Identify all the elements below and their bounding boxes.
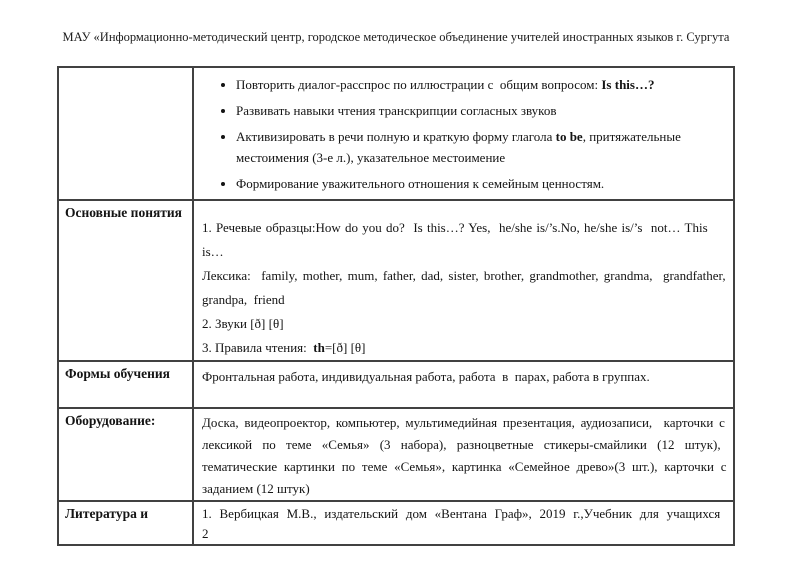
objectives-cell — [193, 67, 734, 200]
speech-samples-line: 1. Речевые образцы:How do you do? Is this…? Yes, he/she is/’s.No, he/she is/’s not… This is… — [202, 220, 712, 259]
equipment-line: Доска, видеопроектор, компьютер, мультимедийная презентация, аудиозаписи, карточки с — [202, 415, 725, 430]
reading-rules-bold: th — [313, 340, 325, 355]
equipment-line: заданием (12 штук) — [202, 481, 310, 496]
objective-text: Формирование уважительного отношения к семейным ценностям. — [236, 176, 605, 191]
basic-concepts-content — [202, 201, 729, 360]
objective-bold-text: Is this…? — [601, 77, 655, 92]
vocabulary-line: Лексика: family, mother, mum, father, dad, sister, brother, grandmother, grandma, grandfather, — [202, 268, 726, 283]
equipment-line: тематические картинки по теме «Семья», картинка «Семейное древо»(3 шт.), карточки с — [202, 459, 727, 474]
objective-text: Повторить диалог-расспрос по иллюстрации с общим вопросом: — [236, 77, 602, 92]
objective-text: Активизировать в речи полную и краткую форму глагола — [236, 129, 556, 144]
empty-label-cell — [58, 67, 193, 200]
row-equipment — [58, 408, 734, 501]
reading-rules-line — [202, 336, 729, 360]
reading-rules-text: 3. Правила чтения: — [202, 340, 314, 355]
row-literature — [58, 501, 734, 545]
objective-item — [236, 74, 729, 95]
row-teaching-forms — [58, 361, 734, 408]
teaching-forms-cell — [193, 361, 734, 408]
basic-concepts-cell — [193, 200, 734, 361]
teaching-forms-label: Формы обучения — [58, 361, 193, 408]
basic-concepts-label: Основные понятия — [58, 200, 193, 361]
objective-item — [236, 100, 729, 121]
literature-text: 1. Вербицкая М.В., издательский дом «Вентана Граф», 2019 г.,Учебник для учащихся 2 — [202, 506, 729, 541]
vocabulary-line-wrap: grandpa, friend — [202, 292, 285, 307]
equipment-line: лексикой по теме «Семья» (3 набора), разноцветные стикеры-смайлики (12 штук), — [202, 437, 721, 452]
teaching-forms-text: Фронтальная работа, индивидуальная работа, работа в парах, работа в группах. — [202, 369, 650, 384]
literature-cell — [193, 501, 734, 545]
lesson-plan-table — [57, 66, 735, 546]
equipment-content — [202, 409, 729, 500]
sounds-line: 2. Звуки [ð] [θ] — [202, 316, 284, 331]
objective-bold-text: to be — [555, 129, 583, 144]
objective-item — [236, 173, 729, 194]
equipment-label: Оборудование: — [58, 408, 193, 501]
document-header-title: МАУ «Информационно-методический центр, городское методическое объединение учителей иностранных языков г. Сургута — [62, 30, 730, 44]
reading-rules-text: =[ð] [θ] — [324, 340, 366, 355]
objective-text-wrap: местоимения (3-е л.), указательное местоимение — [236, 150, 506, 165]
row-basic-concepts — [58, 200, 734, 361]
objectives-list — [202, 74, 729, 194]
objective-item — [236, 126, 729, 168]
equipment-cell — [193, 408, 734, 501]
literature-label: Литература и — [58, 501, 193, 545]
row-objectives — [58, 67, 734, 200]
objective-text: Развивать навыки чтения транскрипции согласных звуков — [236, 103, 557, 118]
objective-text: , притяжательные — [582, 129, 681, 144]
